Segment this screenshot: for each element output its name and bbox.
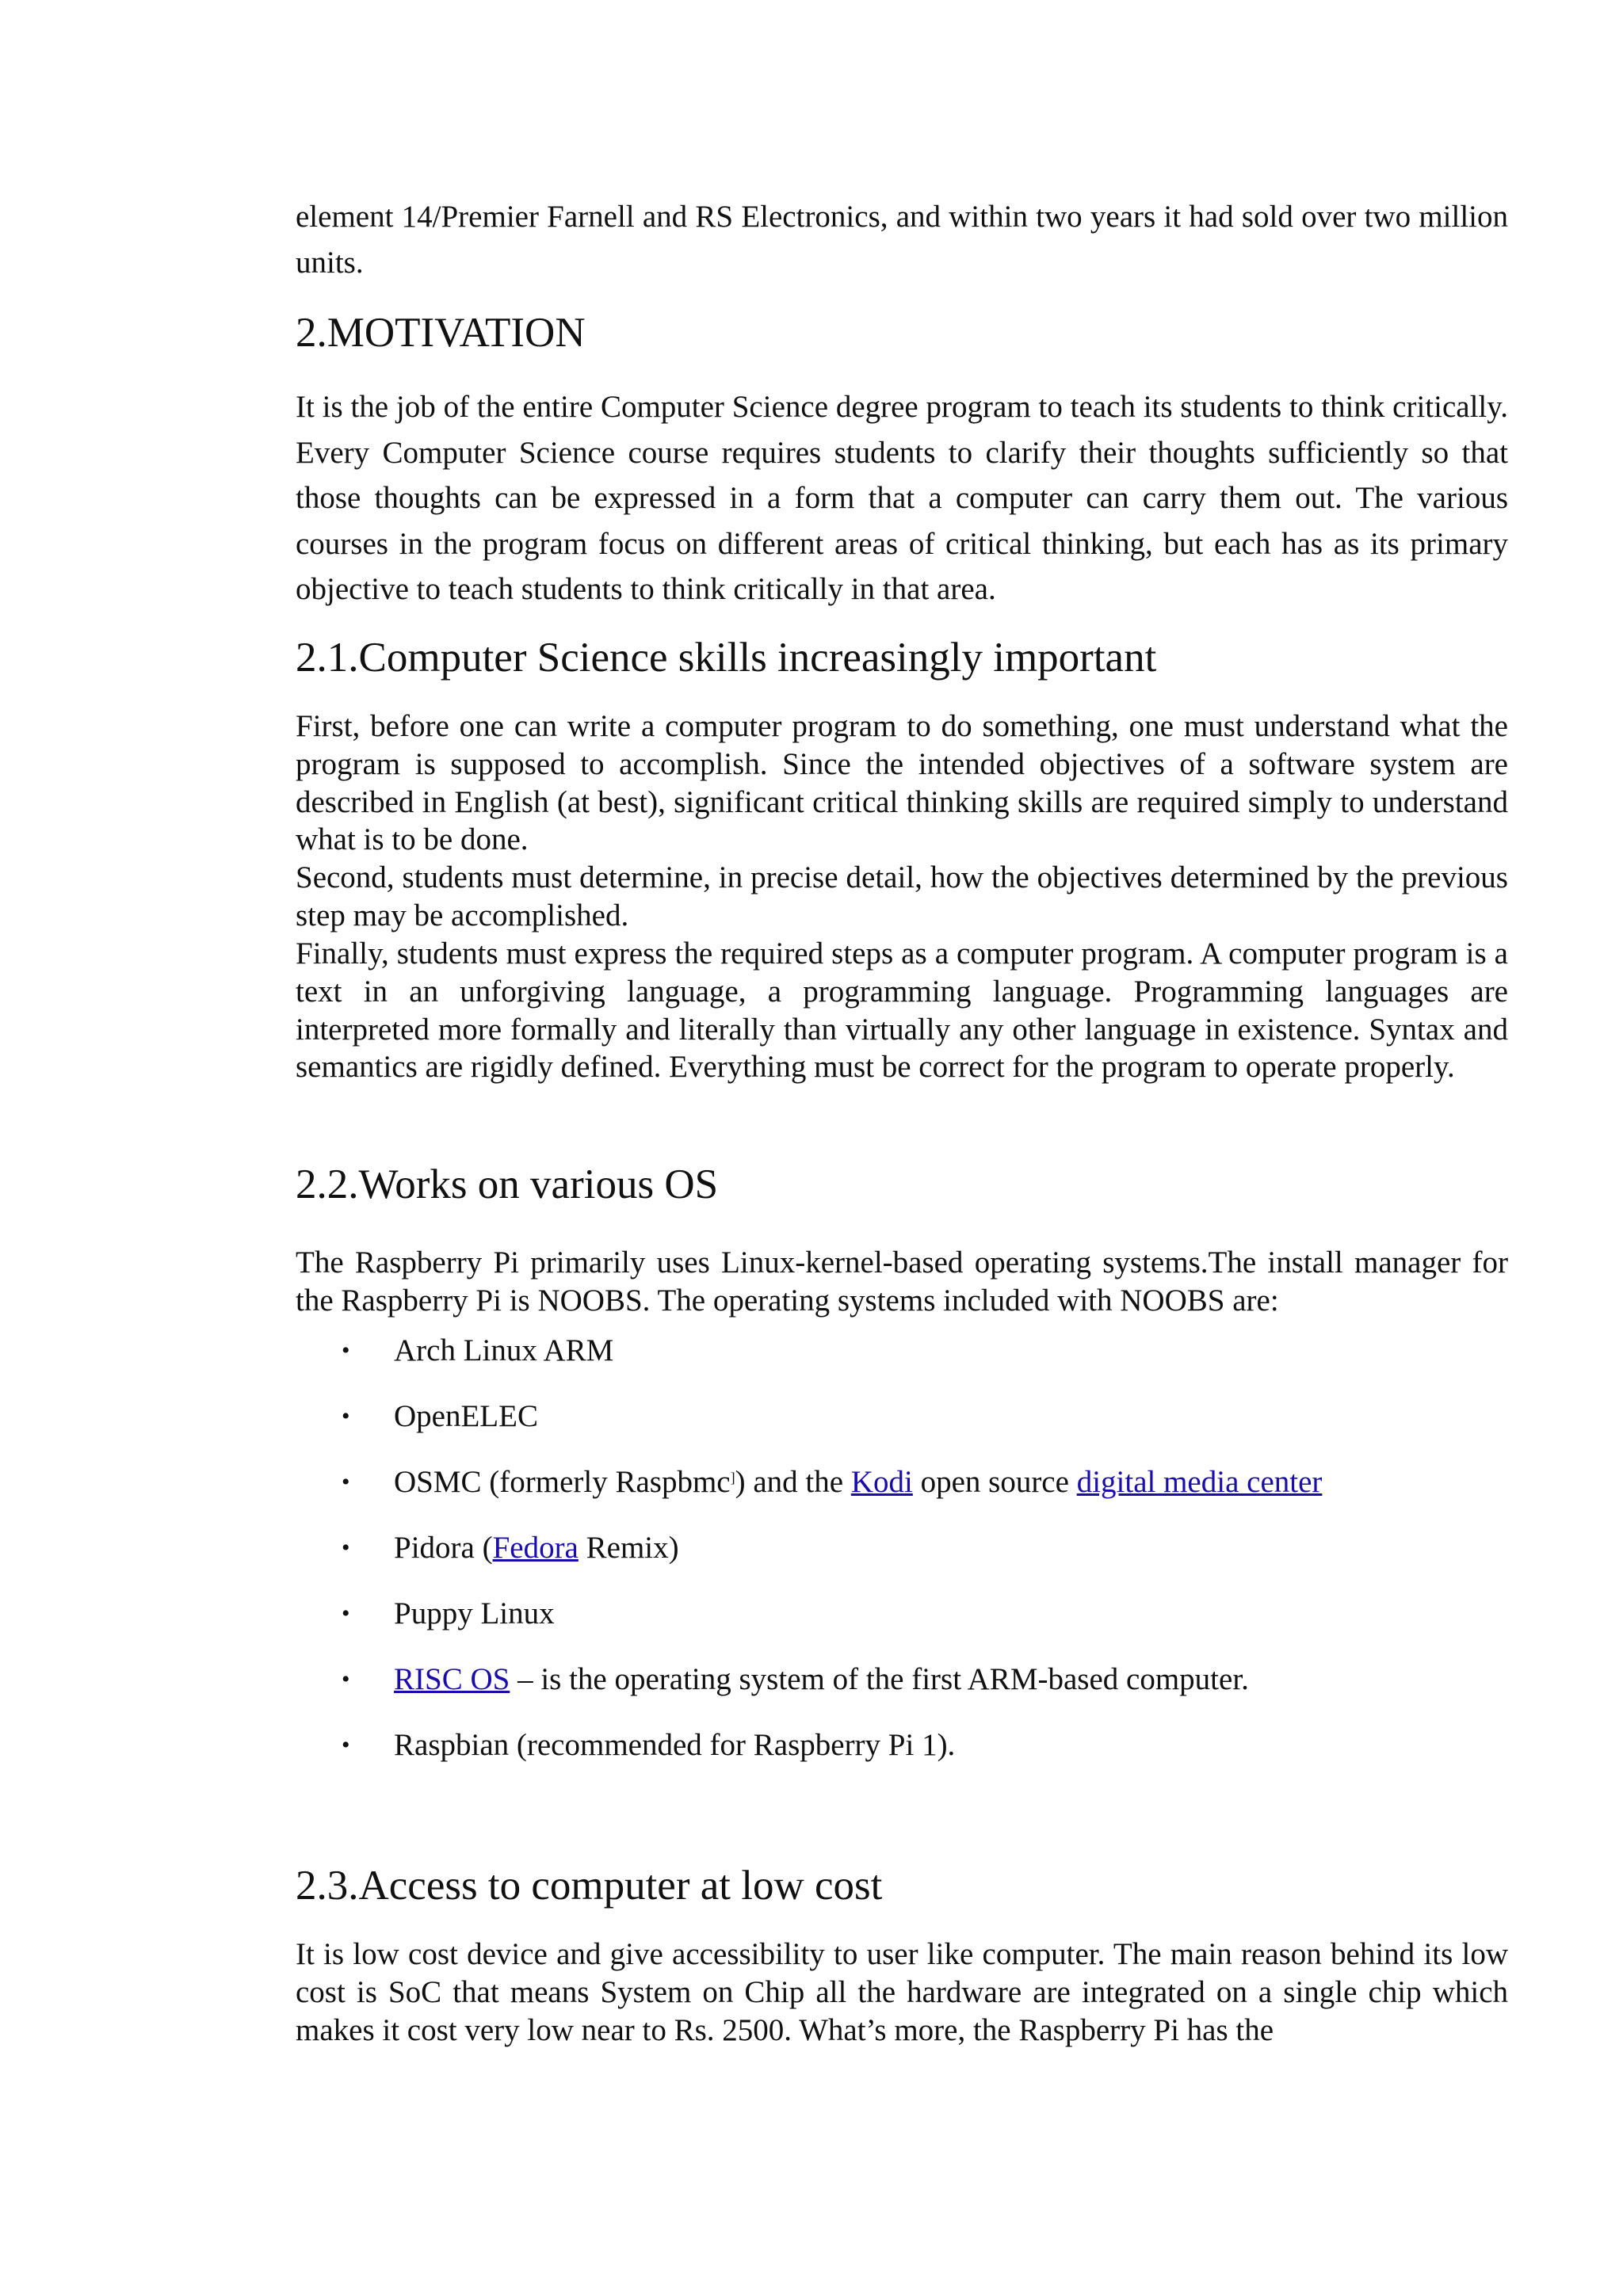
fedora-link[interactable]: Fedora — [492, 1531, 579, 1565]
bullet-icon: • — [342, 1600, 350, 1627]
intro-paragraph: element 14/Premier Farnell and RS Electronics, and within two years it had sold over two million units. — [296, 200, 1508, 280]
osmc-middle: ) and the — [735, 1465, 851, 1499]
bullet-icon: • — [342, 1666, 350, 1692]
digital-media-center-link[interactable]: digital media center — [1076, 1465, 1323, 1499]
various-os-paragraph: The Raspberry Pi primarily uses Linux-kernel-based operating systems.The install manager for the Raspberry Pi is NOOBS. The operating systems included with NOOBS are: — [296, 1245, 1508, 1318]
pidora-suffix: Remix) — [578, 1531, 679, 1565]
bullet-icon: • — [342, 1732, 350, 1758]
bullet-icon: • — [342, 1469, 350, 1495]
list-item-text — [394, 1528, 679, 1568]
list-item-text: Arch Linux ARM — [394, 1333, 614, 1367]
bullet-icon: • — [342, 1535, 350, 1561]
list-item-text: Puppy Linux — [394, 1596, 555, 1630]
reference-marker: ] — [730, 1470, 735, 1486]
list-item-text — [394, 1463, 1322, 1502]
list-item-text: Raspbian (recommended for Raspberry Pi 1). — [394, 1728, 956, 1762]
risc-os-link[interactable]: RISC OS — [394, 1662, 510, 1696]
cs-skills-paragraph-first: First, before one can write a computer program to do something, one must understand what the program is supposed to accomplish. Since the intended objectives of a software system are described in English (at best), significant critical thinking skills are required simply to understand what is to be done. — [296, 709, 1508, 857]
list-item-text: OpenELEC — [394, 1399, 538, 1433]
cs-skills-heading: 2.1.Computer Science skills increasingly important — [296, 635, 1157, 681]
motivation-paragraph: It is the job of the entire Computer Science degree program to teach its students to think critically. Every Computer Science course requires students to clarify their thoughts sufficiently so that those thoughts can be expressed in a form that a computer can carry them out. The various courses in the program focus on different areas of critical thinking, but each has as its primary objective to teach students to think critically in that area. — [296, 390, 1508, 606]
low-cost-paragraph: It is low cost device and give accessibility to user like computer. The main reason behind its low cost is SoC that means System on Chip all the hardware are integrated on a single chip which makes it cost very low near to Rs. 2500. What’s more, the Raspberry Pi has the — [296, 1937, 1508, 2047]
kodi-link[interactable]: Kodi — [850, 1465, 913, 1499]
bullet-icon: • — [342, 1337, 350, 1363]
osmc-prefix: OSMC (formerly Raspbmc — [394, 1465, 731, 1499]
bullet-icon: • — [342, 1403, 350, 1429]
cs-skills-paragraph-second: Second, students must determine, in precise detail, how the objectives determined by the previous step may be accomplished. — [296, 860, 1508, 933]
motivation-heading: 2.MOTIVATION — [296, 310, 586, 356]
cs-skills-paragraph-finally: Finally, students must express the required steps as a computer program. A computer program is a text in an unforgiving language, a programming language. Programming languages are interpreted more formally and literally than virtually any other language in existence. Syntax and semantics are rigidly defined. Everything must be correct for the program to operate properly. — [296, 936, 1508, 1085]
osmc-middle-2: open source — [912, 1465, 1077, 1499]
pidora-prefix: Pidora ( — [394, 1531, 493, 1565]
various-os-heading: 2.2.Works on various OS — [296, 1161, 719, 1207]
list-item-text — [394, 1660, 1249, 1699]
low-cost-heading: 2.3.Access to computer at low cost — [296, 1863, 883, 1909]
risc-os-suffix: – is the operating system of the first ARM-based computer. — [510, 1662, 1249, 1696]
